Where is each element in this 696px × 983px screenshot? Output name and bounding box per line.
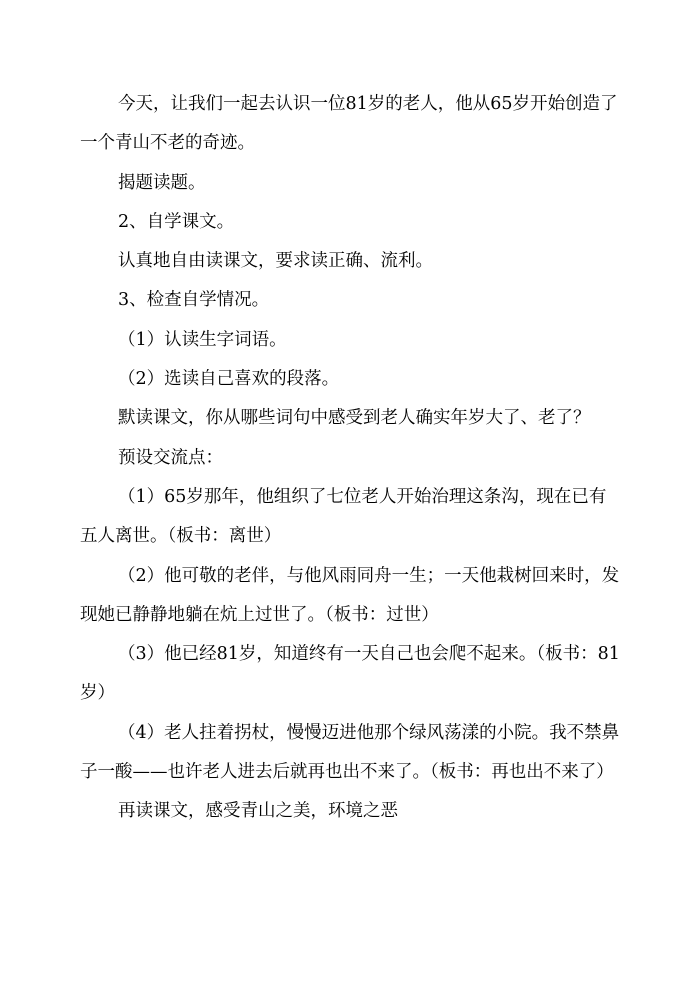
paragraph-reread: 再读课文，感受青山之美，环境之恶 [118, 801, 398, 822]
paragraph-self-study-heading: 2、自学课文。 [118, 211, 235, 232]
paragraph-intro: 今天，让我们一起去认识一位81岁的老人，他从65岁开始创造了一个青山不老的奇迹。 [80, 94, 618, 154]
paragraph-point-2: （2）他可敬的老伴，与他风雨同舟一生；一天他栽树回来时，发现她已静静地躺在炕上过世了。（板书：过世） [80, 565, 620, 625]
paragraph-check-item-2: （2）选读自己喜欢的段落。 [118, 369, 340, 390]
document-body [80, 85, 623, 832]
paragraph-check-heading: 3、检查自学情况。 [118, 290, 270, 311]
paragraph-discussion-points: 预设交流点： [118, 447, 223, 468]
paragraph-reveal-title: 揭题读题。 [118, 172, 206, 193]
paragraph-point-3: （3）他已经81岁，知道终有一天自己也会爬不起来。（板书：81岁） [80, 644, 620, 704]
paragraph-silent-read: 默读课文，你从哪些词句中感受到老人确实年岁大了、老了？ [118, 408, 591, 429]
paragraph-check-item-1: （1）认读生字词语。 [118, 329, 287, 350]
paragraph-point-1: （1）65岁那年，他组织了七位老人开始治理这条沟，现在已有五人离世。（板书：离世） [80, 486, 607, 547]
paragraph-self-study-instruction: 认真地自由读课文，要求读正确、流利。 [118, 251, 433, 272]
paragraph-point-4: （4）老人拄着拐杖，慢慢迈进他那个绿风荡漾的小院。我不禁鼻子一酸——也许老人进去后就再也出不来了。（板书：再也出不来了） [80, 722, 620, 783]
